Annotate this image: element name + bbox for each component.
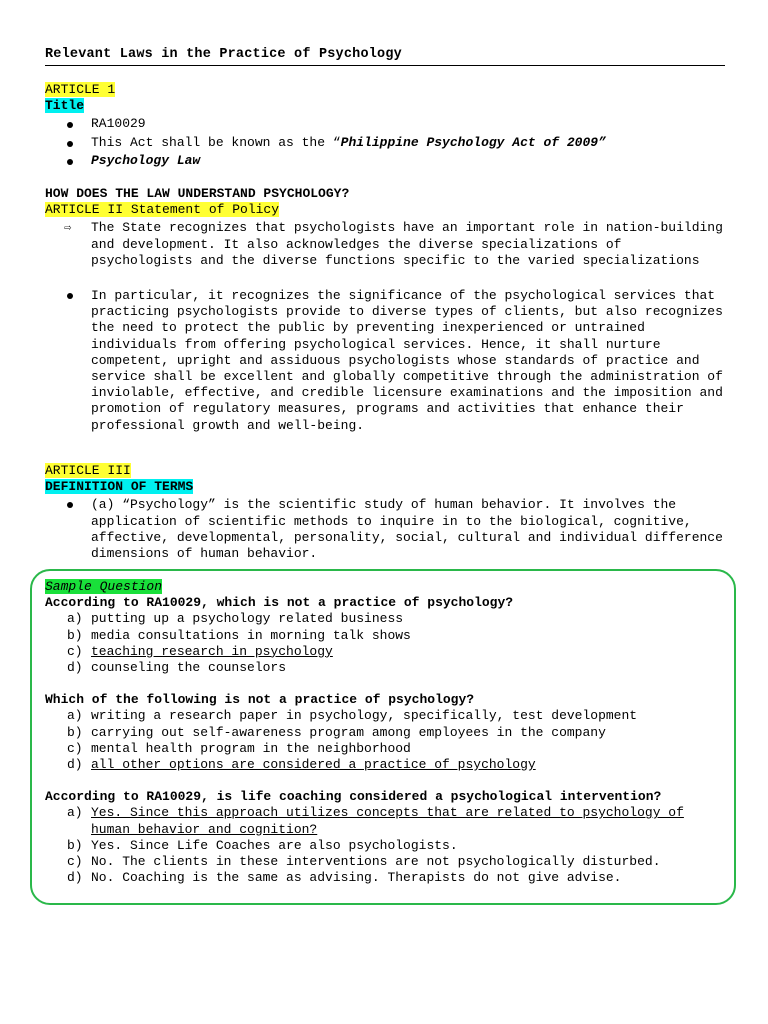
list-item-text: (a) “Psychology” is the scientific study of human behavior. It involves the application of scientific methods to inquire in to the biological, cognitive, affective, developmental, personality, social, cultural and individual difference dimensions of human behavior. bbox=[91, 497, 723, 562]
option-2b bbox=[45, 725, 735, 741]
sample-question-label: Sample Question bbox=[45, 579, 163, 594]
question-2: Which of the following is not a practice of psychology? bbox=[45, 692, 475, 708]
sample-questions bbox=[45, 579, 735, 886]
section-question: HOW DOES THE LAW UNDERSTAND PSYCHOLOGY? bbox=[45, 186, 350, 201]
act-name: Philippine Psychology Act of 2009” bbox=[340, 134, 606, 150]
option-2c bbox=[45, 741, 735, 757]
option-text: writing a research paper in psychology, specifically, test development bbox=[91, 708, 638, 724]
list-item-text: In particular, it recognizes the significance of the psychological services that practicing psychologists provide to diverse types of clients, but also recognizes the need to protect the public by preventing inexperienced or untrained individuals from offering psychological services. Hence, it shall nurture competent, upright and assiduous psychologists whose standards of practice and service shall be excellent and globally competitive through the administration of inviolable, effective, and credible licensure examinations and the imposition and promotion of regulatory measures, programs and activities that enhance their professional growth and well-being. bbox=[91, 288, 723, 433]
option-letter: a) bbox=[67, 805, 83, 821]
list-item bbox=[45, 288, 725, 434]
bullet-icon bbox=[67, 122, 73, 128]
option-text: carrying out self-awareness program among employees in the company bbox=[91, 724, 606, 740]
list-item-text: This Act shall be known as the “ bbox=[91, 134, 341, 150]
option-letter: d) bbox=[67, 757, 83, 773]
option-2d bbox=[45, 757, 735, 773]
option-letter: d) bbox=[67, 870, 83, 886]
article-2-section bbox=[45, 186, 735, 434]
option-text: No. Coaching is the same as advising. Therapists do not give advise. bbox=[91, 870, 622, 886]
option-3c bbox=[45, 854, 725, 870]
question-1: According to RA10029, which is not a practice of psychology? bbox=[45, 595, 514, 611]
article-1-subheading: Title bbox=[45, 98, 85, 114]
option-text: Yes. Since Life Coaches are also psychologists. bbox=[91, 837, 458, 853]
option-letter: c) bbox=[67, 854, 83, 870]
option-1b bbox=[45, 628, 735, 644]
option-text-answer: teaching research in psychology bbox=[91, 643, 333, 659]
arrow-right-icon: ⇨ bbox=[64, 221, 72, 236]
option-text-answer: all other options are considered a practice of psychology bbox=[91, 757, 536, 773]
option-2a bbox=[45, 708, 735, 724]
bullet-icon bbox=[67, 293, 73, 299]
list-item-text: RA10029 bbox=[91, 116, 146, 132]
article-3-section bbox=[45, 463, 735, 562]
bullet-icon bbox=[67, 159, 73, 165]
question-3: According to RA10029, is life coaching considered a psychological intervention? bbox=[45, 789, 662, 805]
option-3a bbox=[45, 805, 725, 837]
option-1d bbox=[45, 660, 735, 676]
option-text: mental health program in the neighborhood bbox=[91, 740, 411, 756]
document-title: Relevant Laws in the Practice of Psychology bbox=[45, 47, 402, 62]
title-rule bbox=[45, 65, 725, 66]
option-text: media consultations in morning talk shows bbox=[91, 627, 411, 643]
option-text-answer: Yes. Since this approach utilizes concepts that are related to psychology of human behavior and cognition? bbox=[91, 805, 684, 837]
bullet-icon bbox=[67, 502, 73, 508]
option-text: No. The clients in these interventions are not psychologically disturbed. bbox=[91, 854, 661, 870]
option-3d bbox=[45, 870, 725, 886]
option-1c bbox=[45, 644, 735, 660]
option-letter: b) bbox=[67, 837, 83, 853]
option-letter: c) bbox=[67, 643, 83, 659]
list-item-text: Psychology Law bbox=[91, 153, 201, 169]
option-letter: c) bbox=[67, 740, 83, 756]
list-item bbox=[45, 220, 725, 269]
article-3-subheading: DEFINITION OF TERMS bbox=[45, 479, 194, 495]
article-3-heading: ARTICLE III bbox=[45, 463, 131, 478]
article-2-heading: ARTICLE II Statement of Policy bbox=[45, 202, 280, 218]
article-1-section bbox=[45, 82, 735, 171]
option-letter: a) bbox=[67, 708, 83, 724]
option-text: putting up a psychology related business bbox=[91, 611, 404, 627]
list-item bbox=[45, 115, 735, 134]
option-letter: b) bbox=[67, 724, 83, 740]
list-item bbox=[45, 134, 735, 153]
option-letter: a) bbox=[67, 611, 83, 627]
bullet-icon bbox=[67, 141, 73, 147]
option-1a bbox=[45, 611, 735, 627]
list-item bbox=[45, 497, 725, 562]
list-item bbox=[45, 152, 735, 171]
option-letter: b) bbox=[67, 627, 83, 643]
option-text: counseling the counselors bbox=[91, 660, 287, 676]
list-item-text: The State recognizes that psychologists have an important role in nation-building and development. It also acknowledges the diverse specializations of psychologists and the diverse functions specific to the varied specializations bbox=[91, 220, 723, 268]
option-letter: d) bbox=[67, 660, 83, 676]
option-3b bbox=[45, 838, 725, 854]
article-1-heading: ARTICLE 1 bbox=[45, 82, 116, 97]
